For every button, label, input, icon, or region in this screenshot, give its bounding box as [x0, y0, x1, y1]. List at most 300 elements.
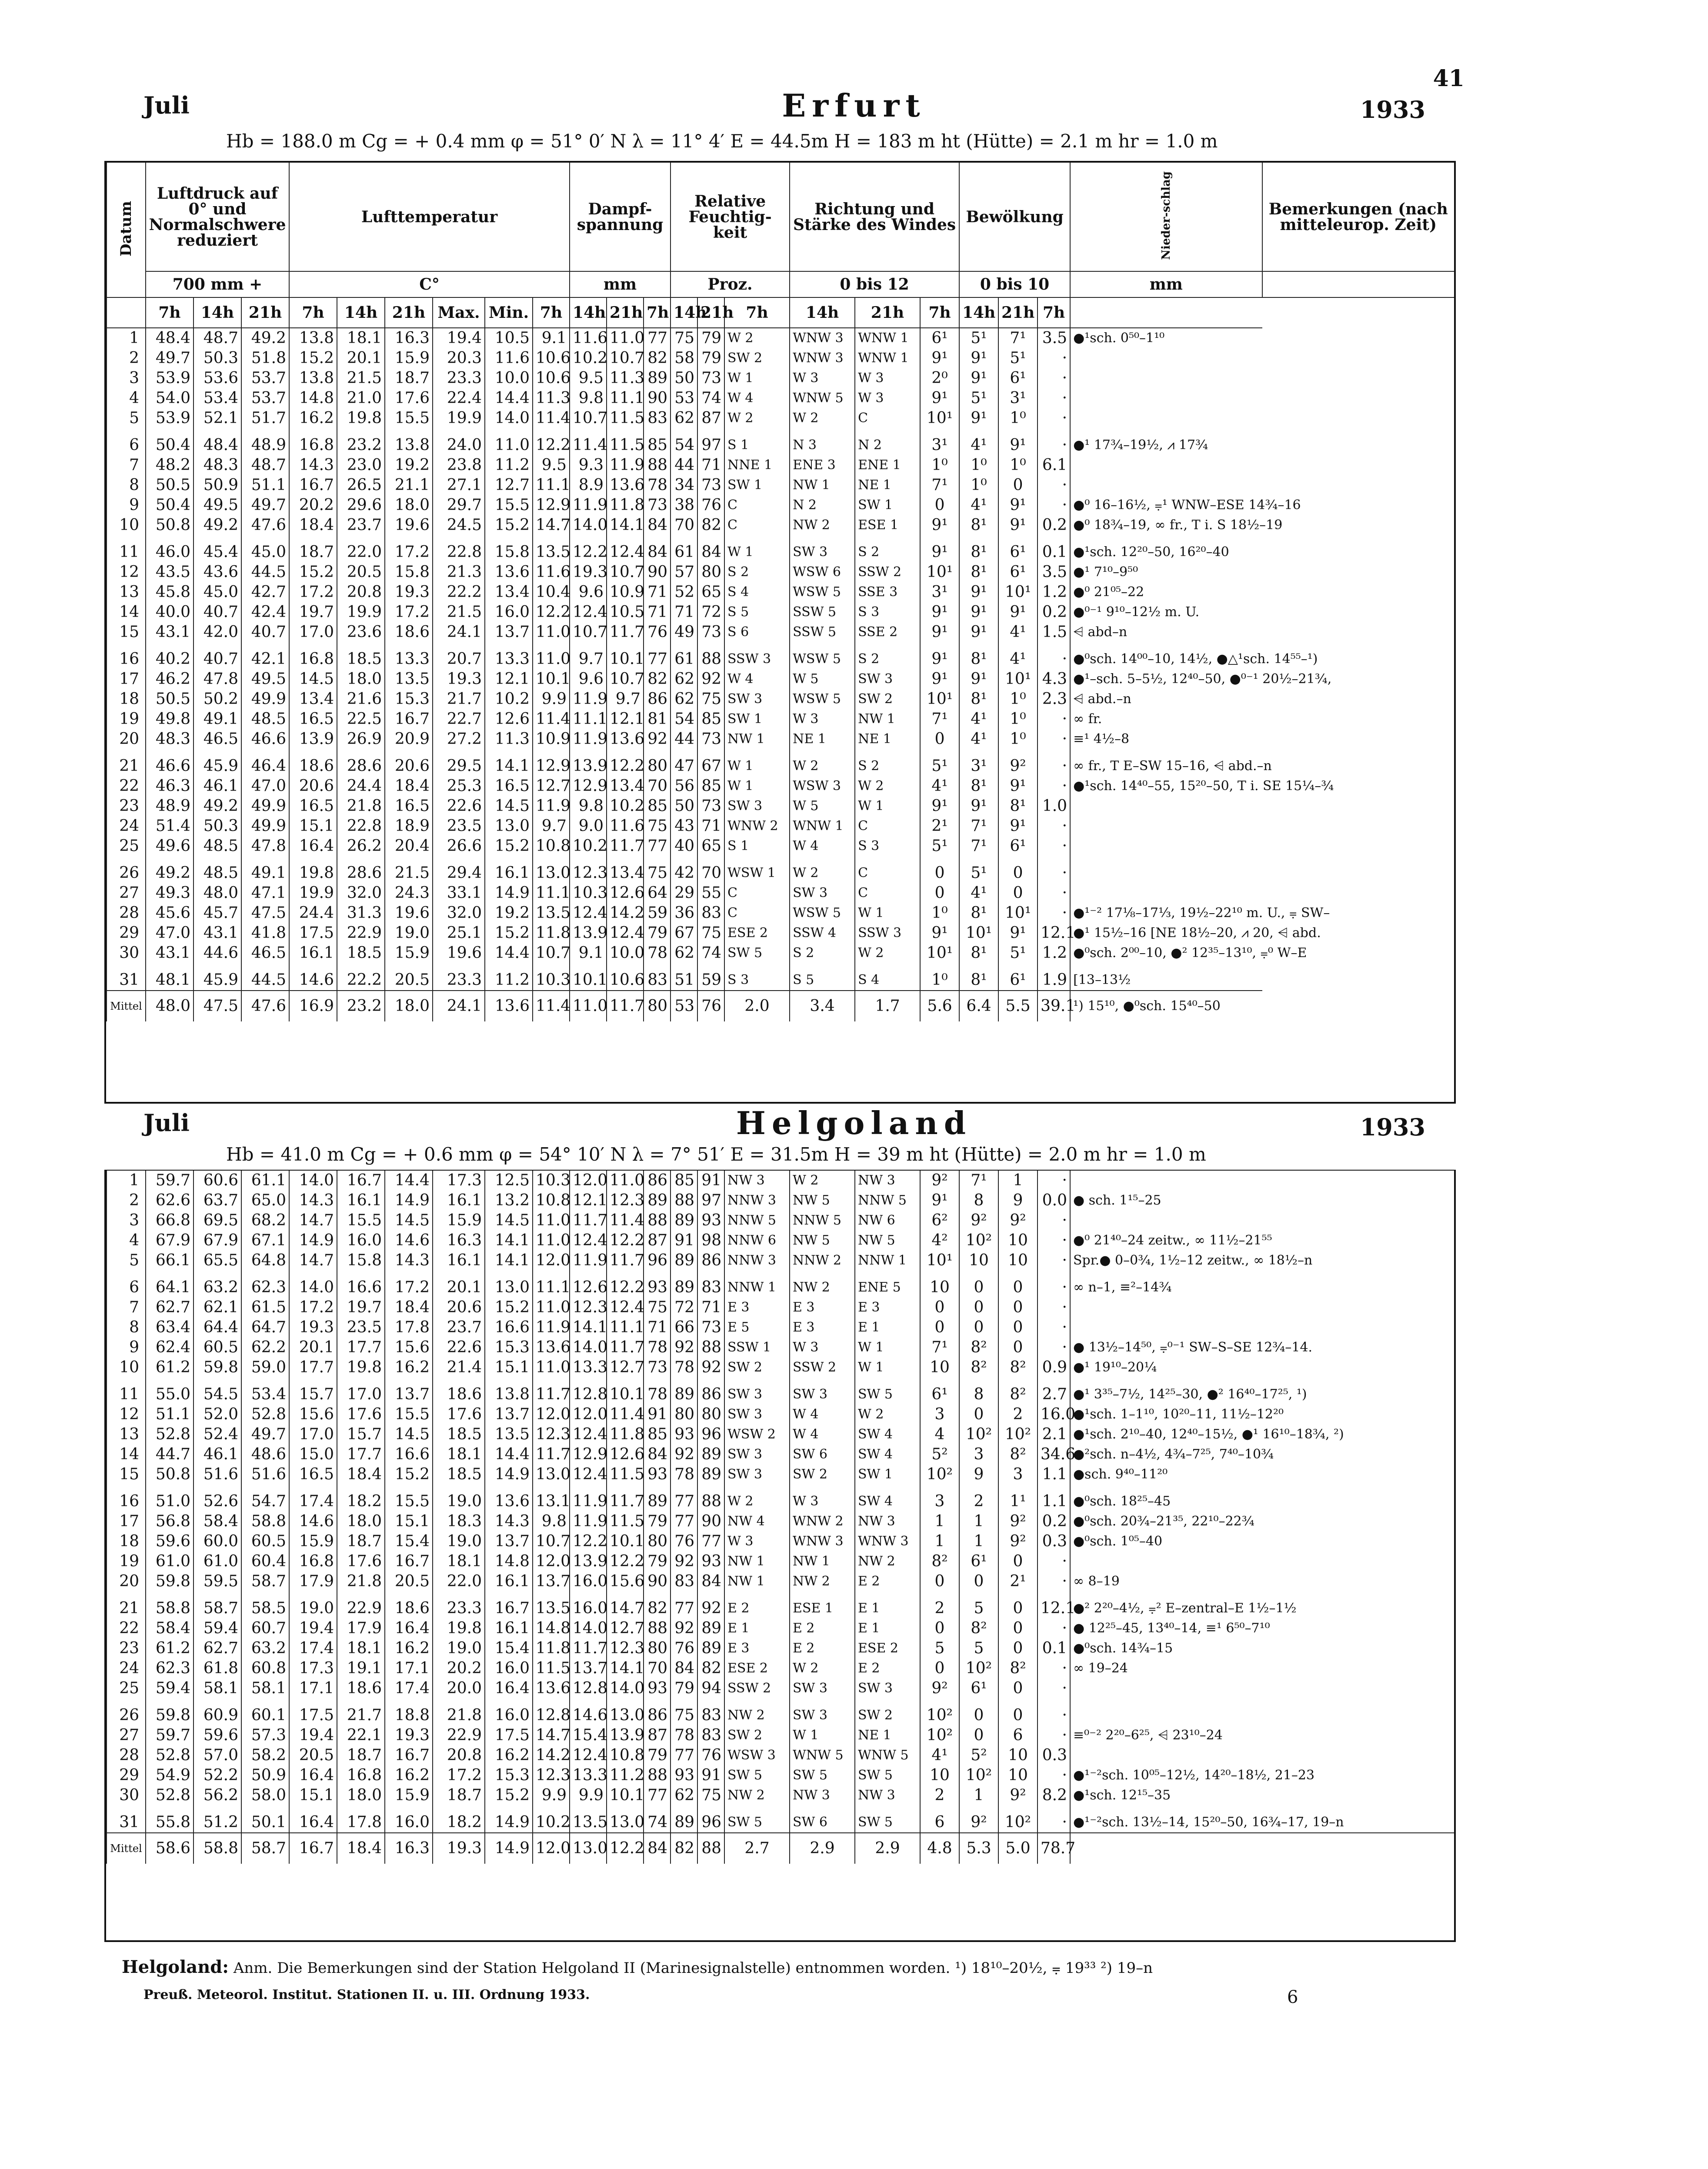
- table-cell: 61.5: [241, 1298, 289, 1318]
- table-cell: 45.9: [193, 749, 241, 776]
- table-row: [107, 1618, 1454, 1638]
- table-cell: 9.5: [570, 368, 607, 388]
- table-cell: NW 1: [724, 1552, 790, 1572]
- table-cell: 92: [644, 729, 671, 749]
- table-cell: 54.7: [241, 1485, 289, 1512]
- table-cell: 1.2: [1037, 943, 1070, 963]
- table-cell: 51.1: [241, 475, 289, 495]
- table-cell: 3: [107, 368, 146, 388]
- table-cell: ·: [1037, 1298, 1070, 1318]
- table-cell: 80: [671, 1405, 697, 1425]
- table-cell: 3: [107, 1211, 146, 1231]
- table-cell: 13.9: [289, 729, 337, 749]
- table-cell: 9¹: [998, 495, 1037, 515]
- table-cell: 50.9: [193, 475, 241, 495]
- table-cell: 97: [697, 1191, 724, 1211]
- table-cell: 3¹: [920, 582, 959, 602]
- table-cell: 10: [998, 1231, 1037, 1251]
- station-params-erfurt: Hb = 188.0 m Cg = + 0.4 mm φ = 51° 0′ N λ = 11° 4′ E = 44.5m H = 183 m ht (Hütte) = 2.1 m hr = 1.0 m: [226, 130, 1218, 152]
- table-cell: WNW 5: [790, 388, 855, 408]
- table-cell: 11.5: [533, 1658, 570, 1678]
- table-cell: 89: [671, 1805, 697, 1833]
- table-cell: 82: [697, 515, 724, 535]
- table-cell: 18.5: [433, 1425, 485, 1445]
- table-cell: 9.8: [570, 796, 607, 816]
- table-cell: 73: [644, 1358, 671, 1378]
- table-cell: 86: [697, 1251, 724, 1271]
- table-cell: 0.9: [1037, 1358, 1070, 1378]
- table-cell: 49.9: [241, 689, 289, 709]
- table-cell: 60.8: [241, 1658, 289, 1678]
- table-cell: 93: [644, 1465, 671, 1485]
- table-cell: [1070, 1318, 1454, 1338]
- table-cell: SW 1: [855, 1465, 920, 1485]
- table-cell: 9¹: [920, 388, 959, 408]
- table-cell: W 2: [855, 1405, 920, 1425]
- table-cell: 18.2: [433, 1805, 485, 1833]
- table-cell: 14.3: [289, 1191, 337, 1211]
- table-cell: 52.2: [193, 1765, 241, 1785]
- table-cell: ●¹sch. 1–1¹⁰, 10²⁰–11, 11½–12²⁰: [1070, 1405, 1454, 1425]
- table-cell: 75: [671, 328, 697, 348]
- table-cell: 19.0: [385, 923, 433, 943]
- table-cell: ·: [1037, 709, 1070, 729]
- table-cell: S 2: [855, 749, 920, 776]
- table-cell: 18: [107, 689, 146, 709]
- table-cell: 14.9: [485, 883, 533, 903]
- table-cell: 22.2: [337, 963, 385, 991]
- table-cell: NW 3: [724, 1171, 790, 1191]
- table-cell: 0: [998, 1618, 1037, 1638]
- table-cell: 8: [107, 1318, 146, 1338]
- table-cell: 30: [107, 1785, 146, 1805]
- table-cell: 64.7: [241, 1318, 289, 1338]
- table-cell: 84: [644, 515, 671, 535]
- table-cell: 12.3: [570, 1298, 607, 1318]
- mean-cell: 13.6: [485, 991, 533, 1021]
- table-cell: 50: [671, 368, 697, 388]
- table-cell: W 4: [790, 836, 855, 856]
- table-cell: 4¹: [998, 622, 1037, 642]
- table-cell: 48.4: [193, 428, 241, 455]
- table-cell: 11.3: [485, 729, 533, 749]
- table-cell: 26.6: [433, 836, 485, 856]
- table-cell: 48.4: [146, 328, 193, 348]
- table-cell: NW 6: [855, 1211, 920, 1231]
- table-cell: 16.6: [337, 1271, 385, 1298]
- table-cell: 88: [644, 1618, 671, 1638]
- table-cell: 11.9: [570, 1512, 607, 1532]
- table-cell: 1⁰: [998, 455, 1037, 475]
- table-cell: ESE 1: [790, 1592, 855, 1618]
- table-row: [107, 408, 1454, 428]
- table-cell: 13.2: [485, 1191, 533, 1211]
- table-cell: 1.1: [1037, 1485, 1070, 1512]
- table-cell: 10.9: [533, 729, 570, 749]
- table-row: [107, 1552, 1454, 1572]
- table-cell: 17.0: [337, 1378, 385, 1405]
- table-cell: 76: [671, 1532, 697, 1552]
- table-cell: 5¹: [959, 388, 998, 408]
- table-cell: 85: [697, 776, 724, 796]
- table-cell: ·: [1037, 776, 1070, 796]
- table-cell: 0: [920, 729, 959, 749]
- table-cell: 21.5: [433, 602, 485, 622]
- table-cell: 14.5: [385, 1211, 433, 1231]
- table-cell: 13.6: [607, 729, 644, 749]
- table-cell: ·: [1037, 1552, 1070, 1572]
- table-cell: ●sch. 9⁴⁰–11²⁰: [1070, 1465, 1454, 1485]
- table-cell: 25.3: [433, 776, 485, 796]
- table-cell: 67: [671, 923, 697, 943]
- table-cell: 78: [671, 1358, 697, 1378]
- table-cell: 5¹: [959, 328, 998, 348]
- table-cell: 12: [107, 1405, 146, 1425]
- table-cell: 9.9: [533, 689, 570, 709]
- table-cell: 22.0: [433, 1572, 485, 1592]
- table-cell: 1⁰: [998, 729, 1037, 749]
- table-cell: [13–13½: [1070, 963, 1262, 991]
- table-cell: 20.1: [433, 1271, 485, 1298]
- table-cell: 12.9: [570, 776, 607, 796]
- table-cell: 63.2: [193, 1271, 241, 1298]
- table-cell: 13.8: [485, 1378, 533, 1405]
- table-cell: 4¹: [959, 495, 998, 515]
- table-cell: 27: [107, 1725, 146, 1745]
- table-cell: 89: [644, 1191, 671, 1211]
- table-row: [107, 1532, 1454, 1552]
- table-cell: 9²: [959, 1805, 998, 1833]
- table-cell: 59.8: [146, 1698, 193, 1725]
- table-cell: 11.9: [570, 689, 607, 709]
- table-cell: ·: [1037, 1678, 1070, 1698]
- table-cell: 47.1: [241, 883, 289, 903]
- table-cell: 25.1: [433, 923, 485, 943]
- table-cell: 10: [920, 1358, 959, 1378]
- table-cell: 20.5: [385, 963, 433, 991]
- table-cell: W 2: [790, 408, 855, 428]
- table-cell: 22.9: [337, 923, 385, 943]
- table-cell: 26.5: [337, 475, 385, 495]
- table-cell: 17.2: [289, 582, 337, 602]
- table-row: [107, 943, 1454, 963]
- table-cell: 12.2: [607, 749, 644, 776]
- table-cell: 11.6: [607, 816, 644, 836]
- table-cell: [1070, 1552, 1454, 1572]
- table-cell: 51.1: [146, 1405, 193, 1425]
- table-cell: 16.5: [485, 776, 533, 796]
- table-cell: 10¹: [920, 408, 959, 428]
- table-cell: 13.5: [533, 535, 570, 562]
- table-cell: 0.2: [1037, 602, 1070, 622]
- table-cell: 22.4: [433, 388, 485, 408]
- table-cell: 13.5: [485, 1425, 533, 1445]
- mean-cell: 18.0: [385, 991, 433, 1021]
- table-cell: N 2: [855, 428, 920, 455]
- table-cell: 66.1: [146, 1251, 193, 1271]
- table-cell: ESE 2: [724, 1658, 790, 1678]
- table-cell: SSE 3: [855, 582, 920, 602]
- table-cell: 9.7: [570, 642, 607, 669]
- table-cell: 16.1: [485, 1618, 533, 1638]
- table-cell: 10¹: [920, 689, 959, 709]
- table-cell: E 1: [855, 1592, 920, 1618]
- table-cell: 9.1: [533, 328, 570, 348]
- table-cell: 56.8: [146, 1512, 193, 1532]
- table-cell: 53.7: [241, 388, 289, 408]
- table-cell: 8²: [998, 1658, 1037, 1678]
- table-cell: 62.1: [193, 1298, 241, 1318]
- table-cell: 44.6: [193, 943, 241, 963]
- table-cell: 88: [671, 1191, 697, 1211]
- table-cell: 8: [959, 1378, 998, 1405]
- table-cell: 19.3: [570, 562, 607, 582]
- table-cell: 18.7: [433, 1785, 485, 1805]
- table-row: [107, 1171, 1454, 1191]
- table-cell: 59.5: [193, 1572, 241, 1592]
- table-cell: WNW 3: [790, 328, 855, 348]
- table-cell: 20.1: [289, 1338, 337, 1358]
- table-cell: 13.4: [607, 776, 644, 796]
- table-cell: 50.5: [146, 475, 193, 495]
- table-cell: 49.7: [146, 348, 193, 368]
- table-cell: 1: [920, 1512, 959, 1532]
- table-cell: 27: [107, 883, 146, 903]
- table-cell: 21.0: [337, 388, 385, 408]
- table-cell: 50.2: [193, 689, 241, 709]
- table-cell: 13.5: [533, 903, 570, 923]
- table-cell: 8¹: [959, 535, 998, 562]
- table-cell: 11.0: [607, 1171, 644, 1191]
- table-cell: 16.4: [289, 1765, 337, 1785]
- table-cell: 80: [697, 1405, 724, 1425]
- table-row: [107, 1745, 1454, 1765]
- table-row: [107, 1425, 1454, 1445]
- table-cell: 79: [644, 1552, 671, 1572]
- table-cell: 82: [644, 1592, 671, 1618]
- table-cell: 43.1: [146, 622, 193, 642]
- table-cell: 17.0: [289, 1425, 337, 1445]
- table-cell: 3.5: [1037, 562, 1070, 582]
- table-cell: 36: [671, 903, 697, 923]
- table-cell: 75: [671, 1698, 697, 1725]
- table-cell: ●¹sch. 14⁴⁰–55, 15²⁰–50, T i. SE 15¼–¾: [1070, 776, 1262, 796]
- table-cell: 87: [697, 408, 724, 428]
- table-cell: ●⁰sch. 14⁰⁰–10, 14½, ●△¹sch. 14⁵⁵–¹): [1070, 642, 1262, 669]
- table-cell: 77: [671, 1745, 697, 1765]
- table-cell: 79: [644, 1512, 671, 1532]
- table-cell: 49.2: [193, 515, 241, 535]
- table-row: [107, 1211, 1454, 1231]
- table-cell: 77: [644, 836, 671, 856]
- table-cell: 14.7: [289, 1251, 337, 1271]
- table-cell: 16.8: [337, 1765, 385, 1785]
- table-cell: ● 13½–14⁵⁰, ⩦⁰⁻¹ SW–S–SE 12¾–14.: [1070, 1338, 1454, 1358]
- mean-cell: 1.7: [855, 991, 920, 1021]
- table-cell: 58.7: [241, 1572, 289, 1592]
- table-cell: ●¹ 7¹⁰–9⁵⁰: [1070, 562, 1262, 582]
- table-cell: 71: [644, 602, 671, 622]
- table-cell: 5: [959, 1592, 998, 1618]
- table-cell: NW 1: [724, 1572, 790, 1592]
- table-cell: E 3: [724, 1638, 790, 1658]
- table-cell: 52.0: [193, 1405, 241, 1425]
- table-cell: 17.2: [385, 602, 433, 622]
- table-cell: 7¹: [959, 836, 998, 856]
- table-cell: S 5: [724, 602, 790, 622]
- table-cell: 58.5: [241, 1592, 289, 1618]
- table-cell: ·: [1037, 856, 1070, 883]
- table-cell: 3.5: [1037, 328, 1070, 348]
- table-cell: 15.1: [289, 1785, 337, 1805]
- table-cell: 12.1: [485, 669, 533, 689]
- table-cell: 22.7: [433, 709, 485, 729]
- table-cell: 3: [920, 1405, 959, 1425]
- table-cell: 8¹: [959, 642, 998, 669]
- table-cell: 6: [998, 1725, 1037, 1745]
- table-cell: 13.0: [533, 1465, 570, 1485]
- table-cell: E 2: [855, 1572, 920, 1592]
- table-cell: 13.9: [570, 1552, 607, 1572]
- table-cell: 7¹: [920, 709, 959, 729]
- table-cell: 15.8: [385, 562, 433, 582]
- table-row: [107, 1358, 1454, 1378]
- hour-label: 14h: [959, 297, 998, 328]
- table-cell: SW 6: [790, 1805, 855, 1833]
- table-cell: W 2: [790, 1171, 855, 1191]
- table-cell: 70: [644, 1658, 671, 1678]
- table-cell: SW 3: [724, 1445, 790, 1465]
- table-cell: 80: [644, 1638, 671, 1658]
- table-cell: 16.3: [385, 328, 433, 348]
- table-cell: 10.6: [607, 963, 644, 991]
- table-cell: 52.8: [146, 1785, 193, 1805]
- table-cell: 0: [920, 495, 959, 515]
- table-cell: C: [855, 408, 920, 428]
- table-cell: W 2: [724, 328, 790, 348]
- table-cell: E 2: [790, 1618, 855, 1638]
- table-cell: 15: [107, 622, 146, 642]
- table-cell: ESE 2: [724, 923, 790, 943]
- mean-cell: 58.8: [193, 1833, 241, 1864]
- table-cell: 19.0: [289, 1592, 337, 1618]
- table-cell: 20.5: [337, 562, 385, 582]
- table-cell: 60.6: [193, 1171, 241, 1191]
- table-cell: ·: [1037, 1171, 1070, 1191]
- table-cell: 60.5: [193, 1338, 241, 1358]
- table-cell: 18.1: [433, 1445, 485, 1465]
- table-cell: ·: [1037, 428, 1070, 455]
- table-row: [107, 515, 1454, 535]
- table-cell: 30: [107, 943, 146, 963]
- table-cell: SW 4: [855, 1425, 920, 1445]
- table-cell: 12.4: [570, 1745, 607, 1765]
- table-cell: 1⁰: [920, 455, 959, 475]
- table-cell: 77: [644, 1785, 671, 1805]
- table-cell: 11.0: [533, 1231, 570, 1251]
- table-cell: 9: [998, 1191, 1037, 1211]
- table-cell: 17.7: [289, 1358, 337, 1378]
- table-cell: 11.7: [607, 622, 644, 642]
- table-cell: 23.0: [337, 455, 385, 475]
- table-cell: W 1: [724, 535, 790, 562]
- table-cell: 17.5: [289, 1698, 337, 1725]
- table-cell: C: [724, 903, 790, 923]
- table-cell: 18.1: [337, 328, 385, 348]
- table-cell: ●⁰sch. 18²⁵–45: [1070, 1485, 1454, 1512]
- table-cell: 0: [998, 475, 1037, 495]
- table-row: [107, 1805, 1454, 1833]
- mean-cell: 78.7: [1037, 1833, 1070, 1864]
- table-cell: 34.6: [1037, 1445, 1070, 1465]
- table-cell: 23.3: [433, 963, 485, 991]
- table-cell: SW 3: [790, 1698, 855, 1725]
- col-bemerkungen: Bemerkungen (nach mitteleurop. Zeit): [1262, 163, 1454, 271]
- table-cell: ●⁰sch. 1⁰⁵–40: [1070, 1532, 1454, 1552]
- table-cell: 15: [107, 1465, 146, 1485]
- table-cell: SW 5: [724, 943, 790, 963]
- table-cell: C: [855, 816, 920, 836]
- mean-cell: 11.4: [533, 991, 570, 1021]
- table-cell: 48.3: [193, 455, 241, 475]
- table-cell: 10¹: [998, 669, 1037, 689]
- table-cell: 14.4: [485, 388, 533, 408]
- table-cell: 18.4: [289, 515, 337, 535]
- table-cell: 47.8: [241, 836, 289, 856]
- table-cell: 14.5: [485, 796, 533, 816]
- table-cell: 60.5: [241, 1532, 289, 1552]
- table-cell: NNW 6: [724, 1231, 790, 1251]
- table-cell: 18.2: [337, 1485, 385, 1512]
- table-cell: C: [724, 515, 790, 535]
- hour-label: 7h: [920, 297, 959, 328]
- table-cell: 11.5: [607, 428, 644, 455]
- table-cell: 16.1: [433, 1191, 485, 1211]
- table-cell: 18.5: [337, 642, 385, 669]
- col-dampf: Dampf-spannung: [570, 163, 671, 271]
- table-cell: 15.1: [385, 1512, 433, 1532]
- table-cell: ·: [1037, 1658, 1070, 1678]
- table-cell: 20: [107, 1572, 146, 1592]
- table-cell: 45.9: [193, 963, 241, 991]
- table-cell: 82: [644, 348, 671, 368]
- table-cell: 4¹: [959, 709, 998, 729]
- table-cell: 15.2: [485, 923, 533, 943]
- table-cell: SSW 1: [724, 1338, 790, 1358]
- table-cell: SSW 2: [790, 1358, 855, 1378]
- table-cell: 9¹: [959, 669, 998, 689]
- table-cell: 61.8: [193, 1658, 241, 1678]
- table-cell: 50.8: [146, 515, 193, 535]
- table-cell: 9¹: [920, 515, 959, 535]
- table-cell: W 3: [855, 368, 920, 388]
- table-cell: WNW 3: [790, 1532, 855, 1552]
- table-cell: 59.8: [146, 1572, 193, 1592]
- mean-cell: 2.7: [724, 1833, 790, 1864]
- table-cell: 10.7: [607, 669, 644, 689]
- table-cell: ≡¹ 4½–8: [1070, 729, 1262, 749]
- table-row: [107, 749, 1454, 776]
- table-cell: 89: [671, 1378, 697, 1405]
- hour-label: 14h: [193, 297, 241, 328]
- mean-cell: 2.9: [855, 1833, 920, 1864]
- table-cell: 11.0: [533, 642, 570, 669]
- table-row: [107, 1512, 1454, 1532]
- table-cell: ⩤ abd–n: [1070, 622, 1262, 642]
- table-cell: 8: [107, 475, 146, 495]
- table-cell: 14: [107, 1445, 146, 1465]
- table-cell: 10: [998, 1765, 1037, 1785]
